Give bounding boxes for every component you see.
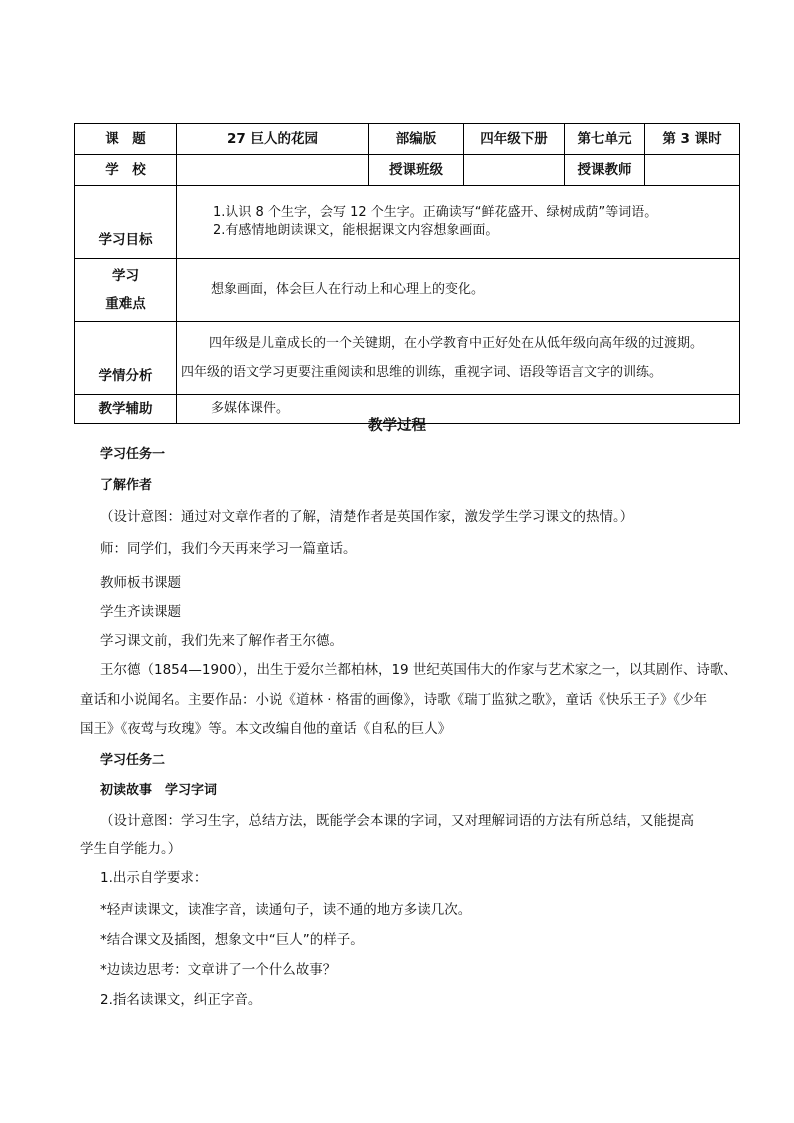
task2-heading: 学习任务二 [100,753,166,768]
task2-step-1: 1.出示自学要求： [100,870,208,886]
table-row-analysis [75,322,740,395]
difficulty-content: 想象画面，体会巨人在行动上和心理上的变化。 [177,259,740,322]
table-row-topic [75,124,740,155]
task2-design-line-2: 学生自学能力。） [80,841,182,857]
school-label: 学 校 [75,155,177,186]
task1-paragraph-3: 学生齐读课题 [100,604,181,620]
table-row-school [75,155,740,186]
analysis-line-2: 四年级的语文学习更要注重阅读和思维的训练，重视字词、语段等语言文字的训练。 [181,365,663,380]
process-title: 教学过程 [368,418,426,434]
analysis-label: 学情分析 [75,322,177,395]
requirement-3: *边读边思考：文章讲了一个什么故事？ [100,962,337,978]
aids-content: 多媒体课件。 [177,395,740,424]
class-value [464,155,565,186]
school-value [177,155,369,186]
requirement-2: *结合课文及插图，想象文中“巨人”的样子。 [100,932,364,948]
teacher-value [645,155,740,186]
task2-design-line-1: （设计意图：学习生字，总结方法，既能学会本课的字词，又对理解词语的方法有所总结，又能提高 [100,813,694,829]
goals-content [177,186,740,259]
class-label: 授课班级 [369,155,464,186]
difficulty-label [75,259,177,322]
table-row-difficulty [75,259,740,322]
task1-subheading: 了解作者 [100,478,153,493]
task1-heading: 学习任务一 [100,447,166,462]
teacher-label: 授课教师 [565,155,645,186]
task2-subheading: 初读故事 学习字词 [100,783,218,798]
task1-paragraph-4: 学习课文前，我们先来了解作者王尔德。 [100,633,343,649]
difficulty-label-line-1: 学习 [112,268,139,284]
table-row-goals [75,186,740,259]
topic-label: 课 题 [75,124,177,155]
author-bio-line-3: 国王》《夜莺与玫瑰》等。本文改编自他的童话《自私的巨人》 [80,721,452,737]
aids-label: 教学辅助 [75,395,177,424]
analysis-line-1: 四年级是儿童成长的一个关键期，在小学教育中正好处在从低年级向高年级的过渡期。 [209,336,704,351]
task2-step-2: 2.指名读课文，纠正字音。 [100,992,262,1008]
task1-paragraph-2: 教师板书课题 [100,575,181,591]
goal-line-2: 2.有感情地朗读课文，能根据课文内容想象画面。 [213,223,499,238]
author-bio-line-1: 王尔德（1854—1900），出生于爱尔兰都柏林，19 世纪英国伟大的作家与艺术家之一，以其剧作、诗歌、 [100,662,737,678]
grade: 四年级下册 [464,124,565,155]
goal-line-1: 1.认识 8 个生字，会写 12 个生字。正确读写“鲜花盛开、绿树成荫”等词语。 [213,204,658,220]
edition: 部编版 [369,124,464,155]
unit: 第七单元 [565,124,645,155]
lesson-title: 27 巨人的花园 [177,124,369,155]
requirement-1: *轻声读课文，读准字音，读通句子，读不通的地方多读几次。 [100,902,472,918]
task1-design-intent: （设计意图：通过对文章作者的了解，清楚作者是英国作家，激发学生学习课文的热情。） [100,509,634,525]
difficulty-label-line-2: 重难点 [105,296,146,312]
task1-paragraph-1: 师：同学们，我们今天再来学习一篇童话。 [100,541,357,557]
analysis-content [177,322,740,395]
lesson-period: 第 3 课时 [645,124,740,155]
author-bio-line-2: 童话和小说闻名。主要作品：小说《道林 · 格雷的画像》，诗歌《瑞丁监狱之歌》，童话《快乐王子》《少年 [80,692,708,708]
lesson-info-table [74,123,740,424]
goals-label: 学习目标 [75,186,177,259]
